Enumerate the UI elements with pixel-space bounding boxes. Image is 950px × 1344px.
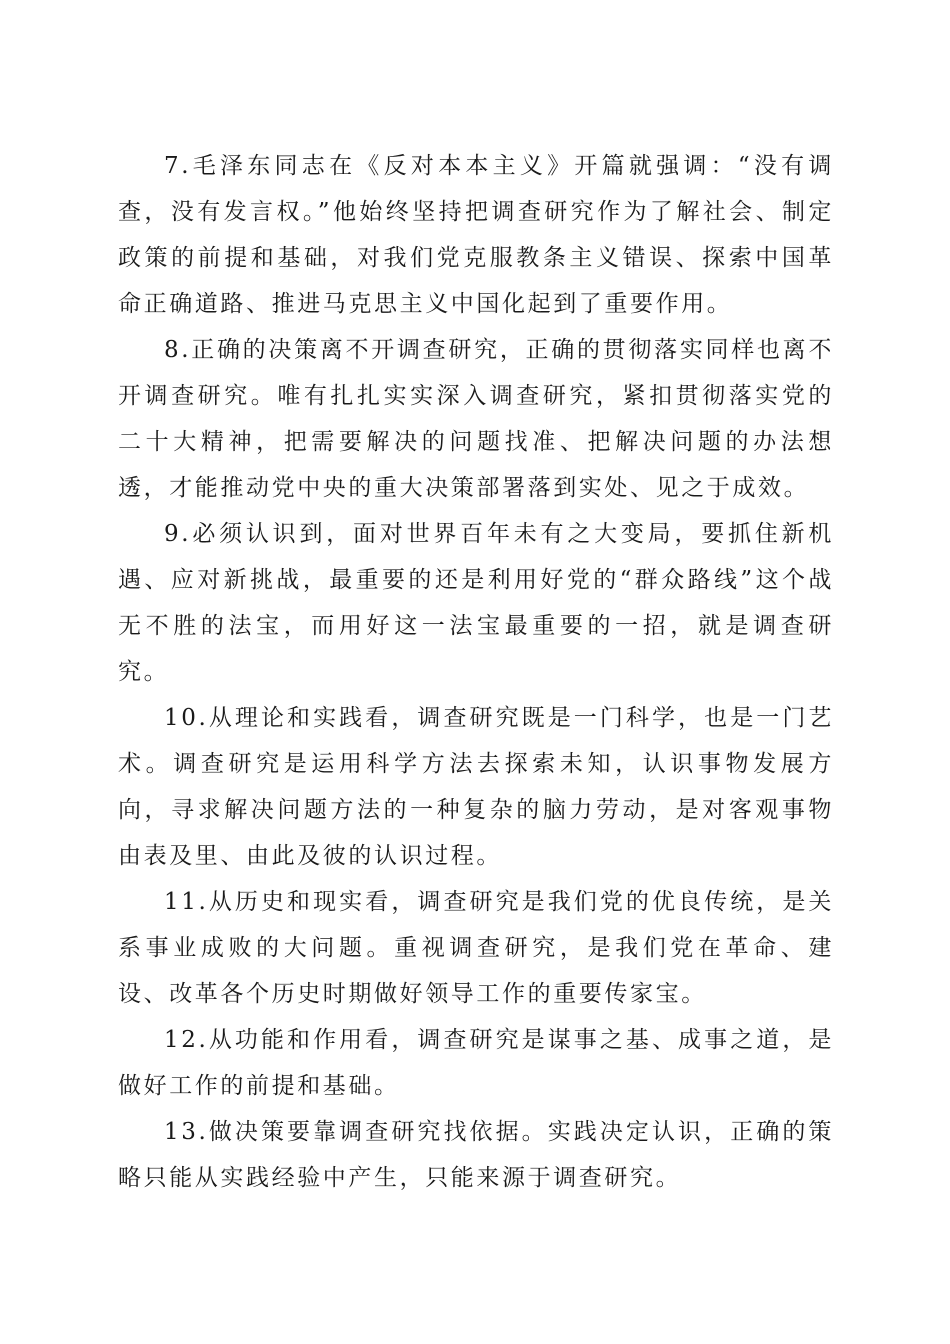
paragraph-11: 11.从历史和现实看，调查研究是我们党的优良传统，是关系事业成败的大问题。重视调查研究，是我们党在革命、建设、改革各个历史时期做好领导工作的重要传家宝。 xyxy=(118,889,834,1007)
paragraph-13: 13.做决策要靠调查研究找依据。实践决定认识，正确的策略只能从实践经验中产生，只能来源于调查研究。 xyxy=(118,1119,834,1191)
paragraph-10: 10.从理论和实践看，调查研究既是一门科学，也是一门艺术。调查研究是运用科学方法去探索未知，认识事物发展方向，寻求解决问题方法的一种复杂的脑力劳动，是对客观事物由表及里、由此及彼的认识过程。 xyxy=(118,705,834,869)
paragraph-8: 8.正确的决策离不开调查研究，正确的贯彻落实同样也离不开调查研究。唯有扎扎实实深入调查研究，紧扣贯彻落实党的二十大精神，把需要解决的问题找准、把解决问题的办法想透，才能推动党中央的重大决策部署落到实处、见之于成效。 xyxy=(118,337,834,501)
paragraph-7: 7.毛泽东同志在《反对本本主义》开篇就强调：“没有调查，没有发言权。”他始终坚持把调查研究作为了解社会、制定政策的前提和基础，对我们党克服教条主义错误、探索中国革命正确道路、推进马克思主义中国化起到了重要作用。 xyxy=(118,153,834,317)
paragraph-9: 9.必须认识到，面对世界百年未有之大变局，要抓住新机遇、应对新挑战，最重要的还是利用好党的“群众路线”这个战无不胜的法宝，而用好这一法宝最重要的一招，就是调查研究。 xyxy=(118,521,834,685)
paragraph-12: 12.从功能和作用看，调查研究是谋事之基、成事之道，是做好工作的前提和基础。 xyxy=(118,1027,834,1099)
document-body xyxy=(118,143,834,1201)
